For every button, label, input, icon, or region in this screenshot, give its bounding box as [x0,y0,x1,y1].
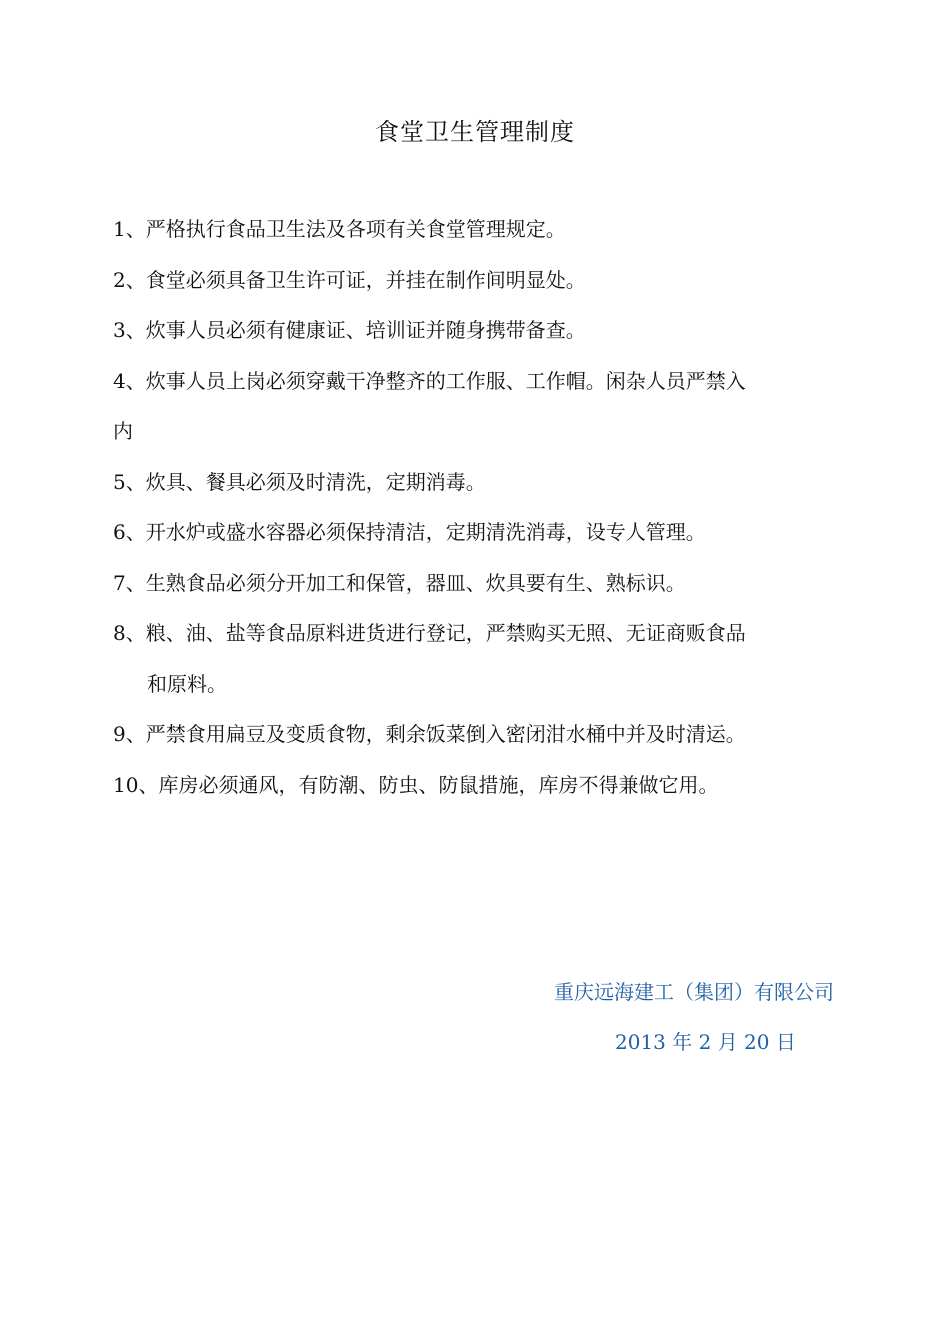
rule-item-3 [113,305,833,356]
rule-1-line-1: 1、严格执行食品卫生法及各项有关食堂管理规定。 [113,217,566,241]
rule-9-line-1: 9、严禁食用扁豆及变质食物，剩余饭菜倒入密闭泔水桶中并及时清运。 [113,722,746,746]
rule-4-line-1: 4、炊事人员上岗必须穿戴干净整齐的工作服、工作帽。闲杂人员严禁入 [113,368,746,393]
rule-3-line-1: 3、炊事人员必须有健康证、培训证并随身携带备查。 [113,318,586,342]
rule-7-line-1: 7、生熟食品必须分开加工和保管，器皿、炊具要有生、熟标识。 [113,570,686,595]
rule-item-6 [113,507,833,558]
rule-6-line-1: 6、开水炉或盛水容器必须保持清洁，定期清洗消毒，设专人管理。 [113,520,706,544]
rule-item-5 [113,457,833,508]
issue-date: 2013 年 2 月 20 日 [615,1030,796,1054]
company-name: 重庆远海建工（集团）有限公司 [554,980,834,1004]
rule-5-line-1: 5、炊具、餐具必须及时清洗，定期消毒。 [113,469,486,494]
rule-10-line-1: 10、库房必须通风，有防潮、防虫、防鼠措施，库房不得兼做它用。 [113,772,719,797]
rule-item-1 [113,204,833,255]
rule-item-7 [113,558,833,609]
rule-item-9 [113,709,833,760]
rules-list [113,204,833,810]
signature-block [0,972,950,1072]
rule-item-4 [113,356,833,457]
rule-8-line-2: 和原料。 [147,671,227,696]
rule-8-line-1: 8、粮、油、盐等食品原料进货进行登记，严禁购买无照、无证商贩食品 [113,621,746,645]
page-title: 食堂卫生管理制度 [375,118,575,146]
rule-4-line-2: 内 [113,419,133,443]
rule-item-10 [113,760,833,811]
rule-2-line-1: 2、食堂必须具备卫生许可证，并挂在制作间明显处。 [113,267,586,292]
rule-item-8 [113,608,833,709]
rule-item-2 [113,255,833,306]
